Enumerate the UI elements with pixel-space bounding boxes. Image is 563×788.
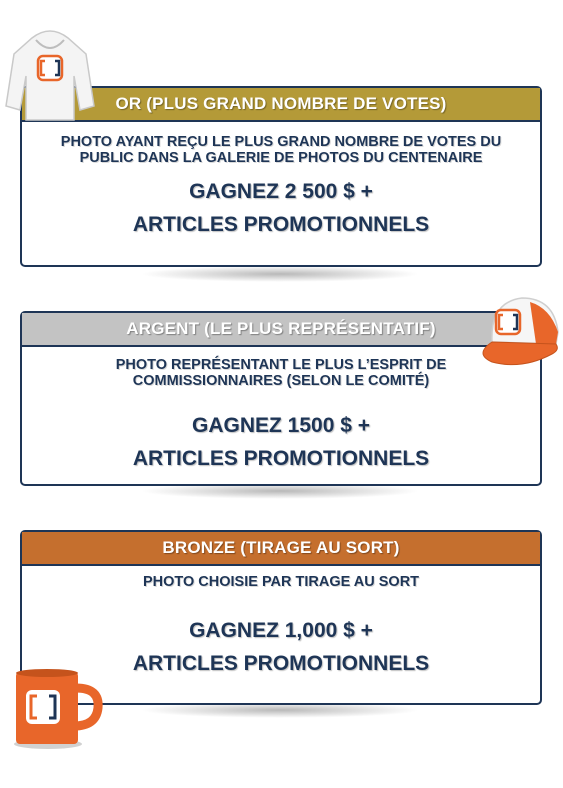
- silver-desc-line1: PHOTO REPRÉSENTANT LE PLUS L’ESPRIT DE: [115, 357, 447, 373]
- silver-card-prize: [22, 409, 540, 475]
- cap-icon: [462, 292, 562, 372]
- gold-prize-line2: ARTICLES PROMOTIONNELS: [132, 213, 430, 236]
- gold-prize-line1: GAGNEZ 2 500 $ +: [189, 180, 373, 203]
- gold-card-prize: [22, 175, 540, 241]
- hoodie-icon: [2, 26, 98, 126]
- gold-card-description: [22, 134, 540, 166]
- bronze-card-description: [22, 574, 540, 590]
- gold-card-title: OR (PLUS GRAND NOMBRE DE VOTES): [22, 88, 540, 122]
- bronze-prize-line1: GAGNEZ 1,000 $ +: [189, 619, 373, 642]
- gold-prize-card: [20, 86, 542, 267]
- mug-icon: [10, 664, 104, 750]
- bronze-prize-line2: ARTICLES PROMOTIONNELS: [132, 652, 430, 675]
- gold-desc-line2: PUBLIC DANS LA GALERIE DE PHOTOS DU CENTENAIRE: [79, 150, 483, 166]
- gold-desc-line1: PHOTO AYANT REÇU LE PLUS GRAND NOMBRE DE VOTES DU: [60, 134, 502, 150]
- silver-prize-line2: ARTICLES PROMOTIONNELS: [132, 447, 430, 470]
- silver-prize-line1: GAGNEZ 1500 $ +: [192, 414, 370, 437]
- gold-card-shadow: [140, 266, 420, 282]
- bronze-desc-line1: PHOTO CHOISIE PAR TIRAGE AU SORT: [142, 574, 420, 590]
- bronze-card-title: BRONZE (TIRAGE AU SORT): [22, 532, 540, 566]
- silver-desc-line2: COMMISSIONNAIRES (SELON LE COMITÉ): [132, 373, 430, 389]
- silver-card-title: ARGENT (LE PLUS REPRÉSENTATIF): [22, 313, 540, 347]
